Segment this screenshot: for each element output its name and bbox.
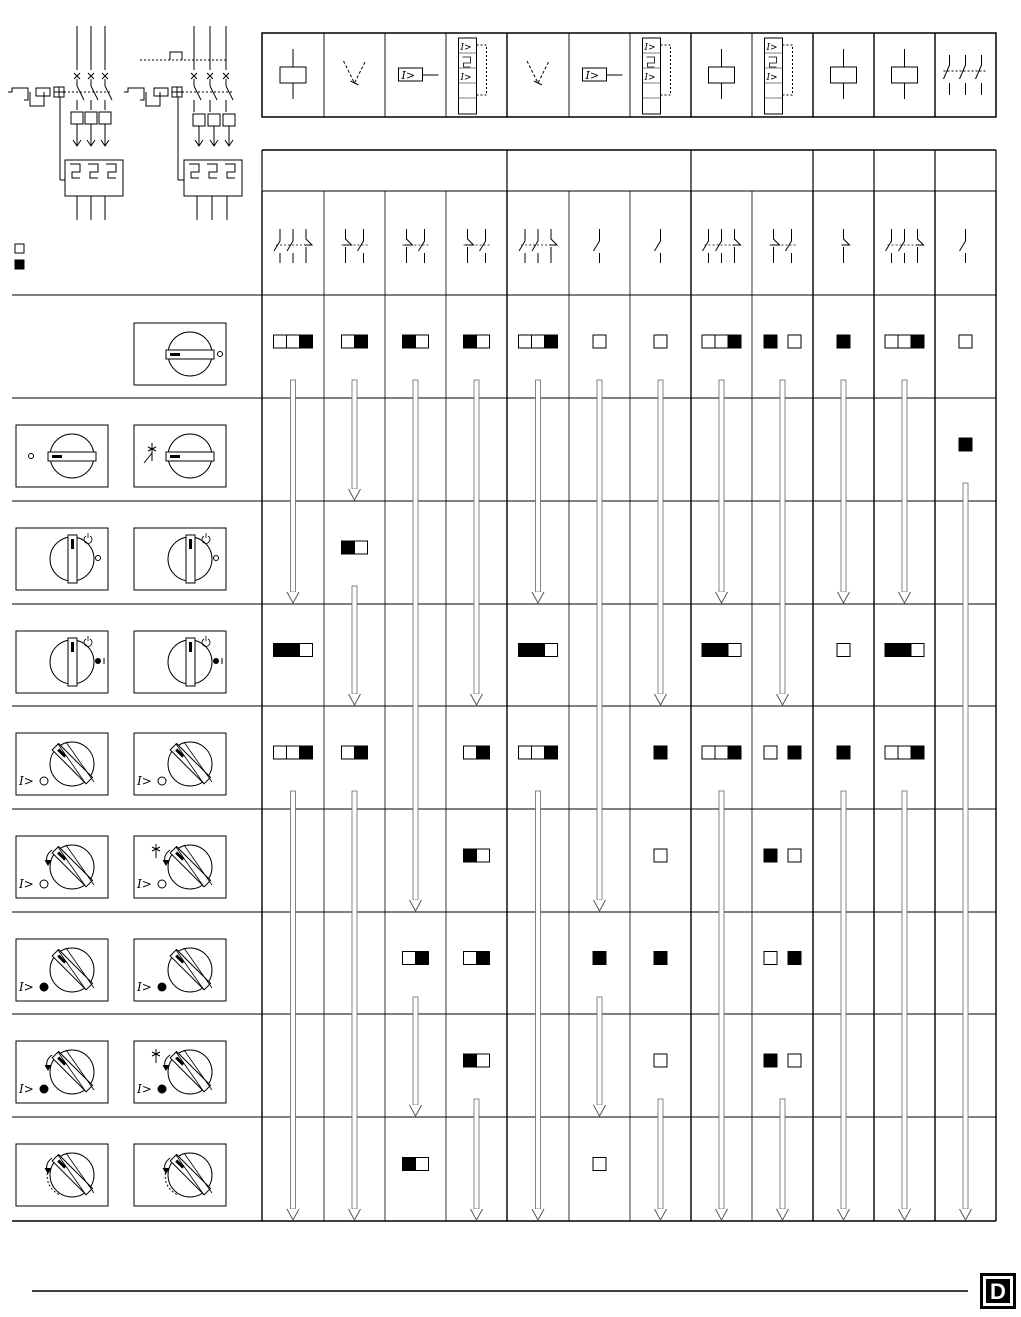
open-square (715, 746, 728, 759)
contact-nc-no-icon (770, 229, 796, 263)
header-symbol-frame (262, 33, 996, 117)
transition-arrow (471, 380, 483, 705)
legend-filled-square (15, 260, 24, 269)
filled-square (274, 644, 287, 657)
contact-no-icon (655, 229, 661, 263)
state-marker (764, 849, 801, 862)
filled-square (403, 1158, 416, 1171)
svg-text:I>: I> (460, 43, 472, 53)
contact-nc-no-icon (403, 229, 429, 263)
transition-arrows (287, 380, 972, 1220)
filled-square (464, 849, 477, 862)
filled-square (788, 746, 801, 759)
open-square (477, 1054, 490, 1067)
transition-arrow (287, 791, 299, 1220)
trip-label: I> (137, 1082, 152, 1096)
svg-text:I>: I> (644, 43, 656, 53)
transition-arrow (349, 791, 361, 1220)
fault-dot (40, 1085, 48, 1093)
open-square (355, 541, 368, 554)
state-marker (654, 335, 667, 348)
filled-square (898, 644, 911, 657)
legend-open-square (15, 244, 24, 253)
transition-arrow (655, 380, 667, 705)
mn-coil-icon (344, 61, 366, 85)
open-square (287, 746, 300, 759)
handle-tripped-reset-icon (16, 836, 108, 898)
open-square (702, 746, 715, 759)
trip-label: I> (19, 1082, 34, 1096)
filled-square (287, 644, 300, 657)
contact-no-icon (960, 229, 966, 263)
contact-no-icon (594, 229, 600, 263)
state-marker (702, 335, 741, 348)
on-dot (213, 658, 219, 664)
handle-grip (189, 642, 192, 652)
handle-grip (170, 455, 180, 458)
transition-arrow (287, 380, 299, 603)
brand-logo (980, 1273, 1016, 1309)
svg-text:I>: I> (585, 69, 600, 82)
handle-fault-icon (16, 939, 108, 1001)
state-marker (837, 746, 850, 759)
state-markers (274, 335, 973, 1171)
trip-label: I> (19, 877, 34, 891)
state-marker (519, 644, 558, 657)
state-marker (654, 849, 667, 862)
filled-square (593, 952, 606, 965)
state-marker (885, 644, 924, 657)
filled-square (464, 1054, 477, 1067)
state-marker (593, 335, 606, 348)
state-marker (593, 952, 606, 965)
open-square (519, 746, 532, 759)
off-dot (218, 352, 223, 357)
contact-symbols (274, 229, 966, 263)
handle-position-icons (16, 323, 226, 1206)
state-marker (519, 746, 558, 759)
state-marker (764, 335, 801, 348)
schematic-breaker-left (8, 26, 123, 220)
open-square (715, 335, 728, 348)
header-symbols (280, 38, 988, 114)
handle-fault-icon (134, 939, 226, 1001)
handle-tripped-icon (134, 733, 226, 795)
state-marker (464, 849, 490, 862)
filled-square (715, 644, 728, 657)
contact-no-no-nc-icon (886, 229, 924, 263)
open-square (911, 644, 924, 657)
handle-on-open-icon (16, 528, 108, 590)
svg-text:I>: I> (401, 69, 416, 82)
svg-text:I>: I> (766, 43, 778, 53)
mx-coil-icon (280, 49, 306, 99)
off-dot (214, 556, 219, 561)
open-square (654, 1054, 667, 1067)
sde-block-icon (459, 38, 487, 114)
handle-grip (71, 539, 74, 549)
filled-square (959, 438, 972, 451)
open-square (300, 644, 313, 657)
handle-on-open-icon (134, 528, 226, 590)
state-marker (464, 335, 490, 348)
svg-text:I>: I> (766, 73, 778, 83)
filled-square (355, 746, 368, 759)
transition-arrow (716, 380, 728, 603)
transition-arrow (960, 483, 972, 1220)
state-marker (959, 438, 972, 451)
filled-square (300, 746, 313, 759)
open-square (764, 746, 777, 759)
mx-coil-icon (892, 49, 918, 99)
state-marker (702, 746, 741, 759)
open-square (403, 952, 416, 965)
filled-square (885, 644, 898, 657)
open-square (342, 335, 355, 348)
mn-coil-icon (527, 61, 549, 85)
filled-square (764, 1054, 777, 1067)
open-square (593, 335, 606, 348)
transition-arrow (716, 791, 728, 1220)
state-marker (342, 541, 368, 554)
transition-arrow (532, 791, 544, 1220)
state-marker (274, 644, 313, 657)
open-square (464, 952, 477, 965)
main-contacts-icon (944, 55, 988, 95)
handle-on-closed-icon (16, 631, 108, 693)
transition-arrow (899, 791, 911, 1220)
filled-square (342, 541, 355, 554)
handle-fault-reset-push-icon (134, 1041, 226, 1103)
transition-arrow (899, 380, 911, 603)
handle-off-left-icon (16, 425, 108, 487)
open-square (545, 644, 558, 657)
trip-label: I> (19, 980, 34, 994)
state-marker (274, 746, 313, 759)
trip-label: I> (137, 980, 152, 994)
handle-on-closed-icon (134, 631, 226, 693)
open-square (287, 335, 300, 348)
handle-grip (189, 539, 192, 549)
fault-dot (40, 983, 48, 991)
state-marker (654, 952, 667, 965)
filled-square (545, 746, 558, 759)
filled-square (654, 952, 667, 965)
filled-square (764, 849, 777, 862)
state-marker (654, 746, 667, 759)
filled-square (837, 746, 850, 759)
state-marker (959, 335, 972, 348)
trip-dot (158, 777, 166, 785)
trip-indicator-icon (399, 68, 439, 82)
open-square (837, 644, 850, 657)
contact-no-no-nc-icon (703, 229, 741, 263)
handle-grip (71, 642, 74, 652)
open-square (532, 746, 545, 759)
trip-indicator-icon (583, 68, 623, 82)
filled-square (355, 335, 368, 348)
filled-square (477, 952, 490, 965)
filled-square (911, 335, 924, 348)
state-marker (764, 952, 801, 965)
off-dot (96, 556, 101, 561)
fault-dot (158, 1085, 166, 1093)
filled-square (788, 952, 801, 965)
handle-grip (170, 353, 180, 356)
filled-square (545, 335, 558, 348)
state-marker (593, 1158, 606, 1171)
open-square (532, 335, 545, 348)
state-marker (464, 952, 490, 965)
contact-no-no-nc-icon (274, 229, 312, 263)
state-marker (464, 1054, 490, 1067)
filled-square (300, 335, 313, 348)
open-square (464, 746, 477, 759)
on-dot (95, 658, 101, 664)
svg-text:I>: I> (460, 73, 472, 83)
sde-block-icon (765, 38, 793, 114)
legend (15, 244, 24, 269)
state-marker (764, 1054, 801, 1067)
open-square (593, 1158, 606, 1171)
open-square (764, 952, 777, 965)
transition-arrow (777, 380, 789, 705)
contact-no-no-nc-icon (519, 229, 557, 263)
open-square (519, 335, 532, 348)
trip-label: I> (19, 774, 34, 788)
trip-dot (158, 880, 166, 888)
contact-nc-no-icon (464, 229, 490, 263)
open-square (959, 335, 972, 348)
wiring-schematic (8, 26, 242, 220)
state-marker (342, 746, 368, 759)
open-square (654, 849, 667, 862)
state-marker (403, 952, 429, 965)
open-square (885, 335, 898, 348)
filled-square (837, 335, 850, 348)
filled-square (702, 644, 715, 657)
state-marker (519, 335, 558, 348)
state-marker (764, 746, 801, 759)
filled-square (416, 952, 429, 965)
open-square (416, 1158, 429, 1171)
open-square (477, 335, 490, 348)
state-marker (885, 746, 924, 759)
filled-square (519, 644, 532, 657)
open-square (728, 644, 741, 657)
off-dot (29, 454, 34, 459)
state-marker (403, 1158, 429, 1171)
transition-arrow (838, 380, 850, 603)
state-marker (464, 746, 490, 759)
filled-square (464, 335, 477, 348)
state-marker (654, 1054, 667, 1067)
open-square (788, 849, 801, 862)
state-marker (885, 335, 924, 348)
filled-square (911, 746, 924, 759)
filled-square (764, 335, 777, 348)
handle-off-push-to-trip-icon (134, 425, 226, 487)
open-square (898, 746, 911, 759)
filled-square (654, 746, 667, 759)
logo-letter: D (990, 1279, 1006, 1304)
filled-square (532, 644, 545, 657)
state-marker (403, 335, 429, 348)
open-square (654, 335, 667, 348)
fault-dot (158, 983, 166, 991)
open-square (885, 746, 898, 759)
state-marker (342, 335, 368, 348)
handle-off-icon (134, 323, 226, 385)
transition-arrow (410, 997, 422, 1116)
open-square (702, 335, 715, 348)
handle-tripped-icon (16, 733, 108, 795)
state-marker (837, 644, 850, 657)
filled-square (728, 335, 741, 348)
open-square (788, 335, 801, 348)
handle-reset-icon (134, 1144, 226, 1206)
contact-nc-no-icon (342, 229, 368, 263)
contact-nc-icon (842, 229, 850, 263)
filled-square (403, 335, 416, 348)
mx-coil-icon (831, 49, 857, 99)
trip-dot (40, 777, 48, 785)
trip-dot (40, 880, 48, 888)
open-square (788, 1054, 801, 1067)
handle-reset-icon (16, 1144, 108, 1206)
open-square (416, 335, 429, 348)
transition-arrow (410, 380, 422, 911)
transition-arrow (532, 380, 544, 603)
state-marker (837, 335, 850, 348)
trip-label: I> (137, 774, 152, 788)
transition-arrow (594, 997, 606, 1116)
filled-square (477, 746, 490, 759)
handle-tripped-reset-push-icon (134, 836, 226, 898)
trip-label: I> (137, 877, 152, 891)
filled-square (728, 746, 741, 759)
svg-text:I>: I> (644, 73, 656, 83)
open-square (342, 746, 355, 759)
schematic-breaker-right (124, 26, 242, 220)
open-square (898, 335, 911, 348)
open-square (477, 849, 490, 862)
state-marker (274, 335, 313, 348)
handle-grip (52, 455, 62, 458)
transition-arrow (594, 380, 606, 911)
handle-fault-reset-icon (16, 1041, 108, 1103)
mx-coil-icon (709, 49, 735, 99)
state-marker (702, 644, 741, 657)
transition-arrow (838, 791, 850, 1220)
open-square (274, 335, 287, 348)
sde-block-icon (643, 38, 671, 114)
open-square (274, 746, 287, 759)
